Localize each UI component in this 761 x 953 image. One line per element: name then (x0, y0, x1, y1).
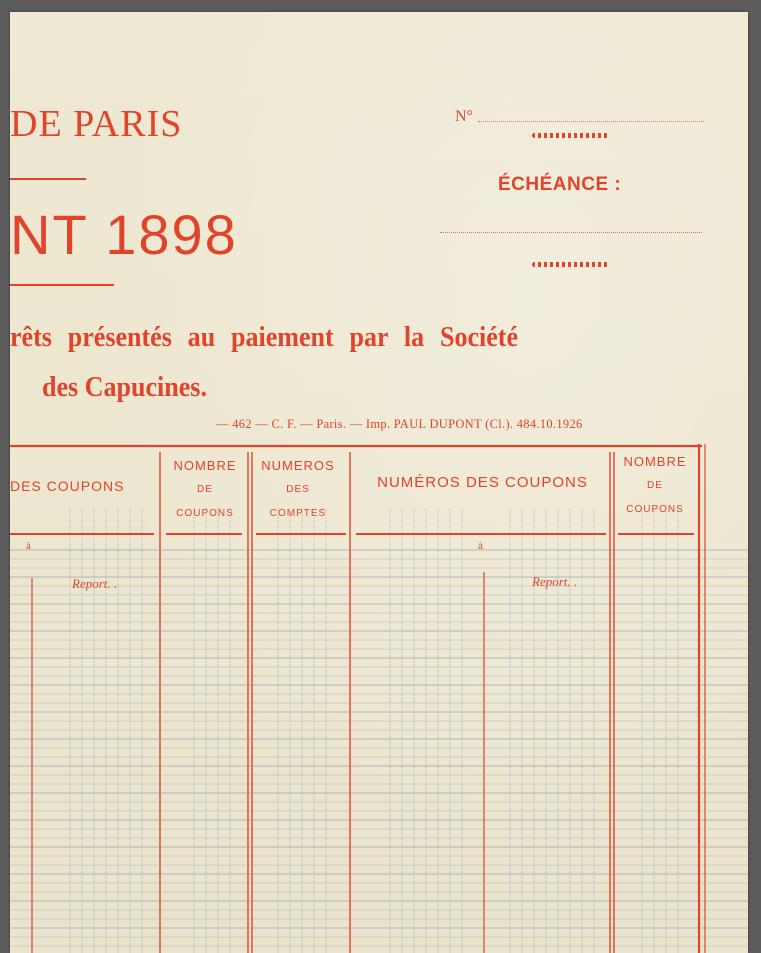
a-mark-right: à (478, 540, 483, 552)
column-header-numeros-line3: COMPTES (269, 508, 327, 519)
report-label-left: Report. . (72, 576, 118, 591)
subtitle-line-2: des Capucines. (42, 372, 207, 403)
column-header-numeros-line1: NUMEROS (261, 458, 335, 473)
a-mark-left: à (26, 540, 31, 552)
number-fill-line[interactable] (478, 121, 704, 122)
column-header-nombre2-line2: DE (647, 480, 663, 491)
column-header-nombre2-line3: COUPONS (626, 504, 684, 515)
column-header-numeros-coupons: NUMÉROS DES COUPONS (377, 474, 588, 491)
column-header-nombre-2 (612, 450, 698, 522)
column-header-des-coupons: DES COUPONS (10, 478, 125, 494)
report-label-right: Report. . (532, 574, 578, 589)
title-rule-top (10, 178, 86, 180)
subtitle-line-1: rêts présentés au paiement par la Société (10, 322, 519, 353)
ledger-sheet (10, 12, 748, 953)
printer-imprint: — 462 — C. F. — Paris. — Imp. PAUL DUPONT (Cl.). 484.10.1926 (216, 417, 583, 431)
column-header-nombre2-line1: NOMBRE (623, 454, 687, 469)
column-header-numeros-line2: DES (286, 484, 310, 495)
title-line-year: NT 1898 (10, 203, 238, 266)
echeance-fill-line[interactable] (440, 232, 702, 233)
wavy-ornament-bottom (532, 262, 608, 267)
wavy-ornament-top (532, 133, 608, 138)
column-header-numeros-comptes (250, 454, 346, 526)
number-label: N° (455, 108, 473, 125)
title-rule-bottom (10, 284, 114, 286)
column-header-nombre (162, 454, 248, 526)
column-header-nombre-line2: DE (197, 484, 213, 495)
echeance-label: ÉCHÉANCE : (498, 174, 622, 195)
title-line-paris: DE PARIS (10, 103, 183, 145)
column-header-nombre-line1: NOMBRE (173, 458, 237, 473)
column-header-nombre-line3: COUPONS (176, 508, 234, 519)
